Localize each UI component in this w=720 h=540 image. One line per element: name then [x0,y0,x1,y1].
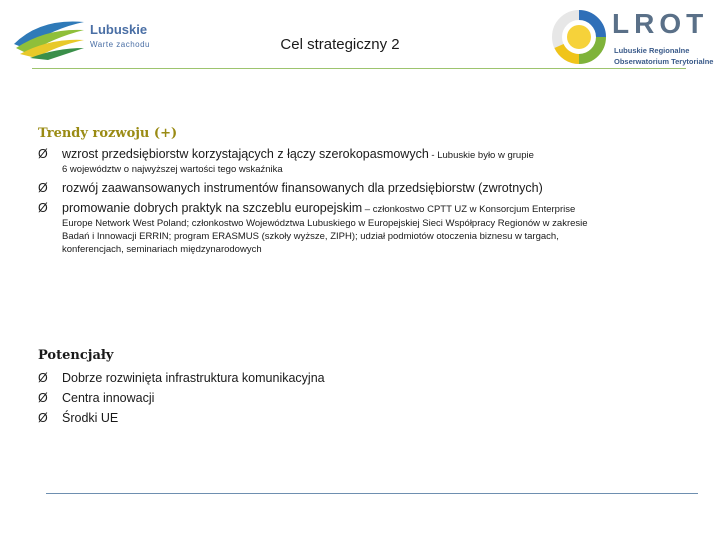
page-title: Cel strategiczny 2 [280,36,400,53]
trend-main-text: rozwój zaawansowanych instrumentów finansowanych dla przedsiębiorstw (zwrotnych) [62,181,543,195]
arrow-bullet-icon: Ø [38,371,48,385]
arrow-bullet-icon: Ø [38,181,48,195]
trend-note: - Lubuskie było w grupie [428,150,534,161]
trend-item [38,180,543,196]
potential-item [38,370,325,386]
lrot-sun-icon [548,6,610,68]
trend-continuation: Badań i Innowacji ERRIN; program ERASMUS (szkoły wyższe, ZIPH); udział podmiotów otoczenia biznesu w targach, [62,231,559,242]
potential-item [38,410,118,426]
potencjaly-heading: Potencjały [38,348,114,363]
arrow-bullet-icon: Ø [38,391,48,405]
trend-main-text: promowanie dobrych praktyk na szczeblu europejskim [62,201,363,215]
header-divider [32,68,686,69]
arrow-bullet-icon: Ø [38,201,48,215]
lubuskie-logo [10,14,180,64]
trend-continuation: Europe Network West Poland; członkostwo Województwa Lubuskiego w Europejskiej Sieci Współpracy Regionów w zakresie [62,218,588,229]
trend-main-text: wzrost przedsiębiorstw korzystających z łączy szerokopasmowych [62,147,429,161]
trend-continuation: konferencjach, seminariach międzynarodowych [62,244,262,255]
lrot-line1: Lubuskie Regionalne [614,46,690,55]
arrow-bullet-icon: Ø [38,411,48,425]
potential-text: Środki UE [62,411,119,425]
left-logo-tagline: Warte zachodu [90,40,151,49]
trend-item [38,146,534,164]
trend-item [38,200,575,218]
lrot-line2: Obserwatorium Terytorialne [614,57,714,66]
potential-text: Centra innowacji [62,391,155,405]
potential-item [38,390,154,406]
footer-divider [46,493,698,494]
left-logo-name: Lubuskie [90,22,148,37]
potential-text: Dobrze rozwinięta infrastruktura komunikacyjna [62,371,325,385]
lubuskie-emblem-icon [10,14,88,60]
trend-continuation: 6 województw o najwyższej wartości tego wskaźnika [62,164,283,175]
trend-note: – członkostwo CPTT UZ w Konsorcjum Enterprise [362,204,576,215]
trendy-heading: Trendy rozwoju (+) [38,126,178,141]
lrot-acronym: LROT [612,8,709,39]
lrot-logo [548,6,718,68]
arrow-bullet-icon: Ø [38,147,48,161]
